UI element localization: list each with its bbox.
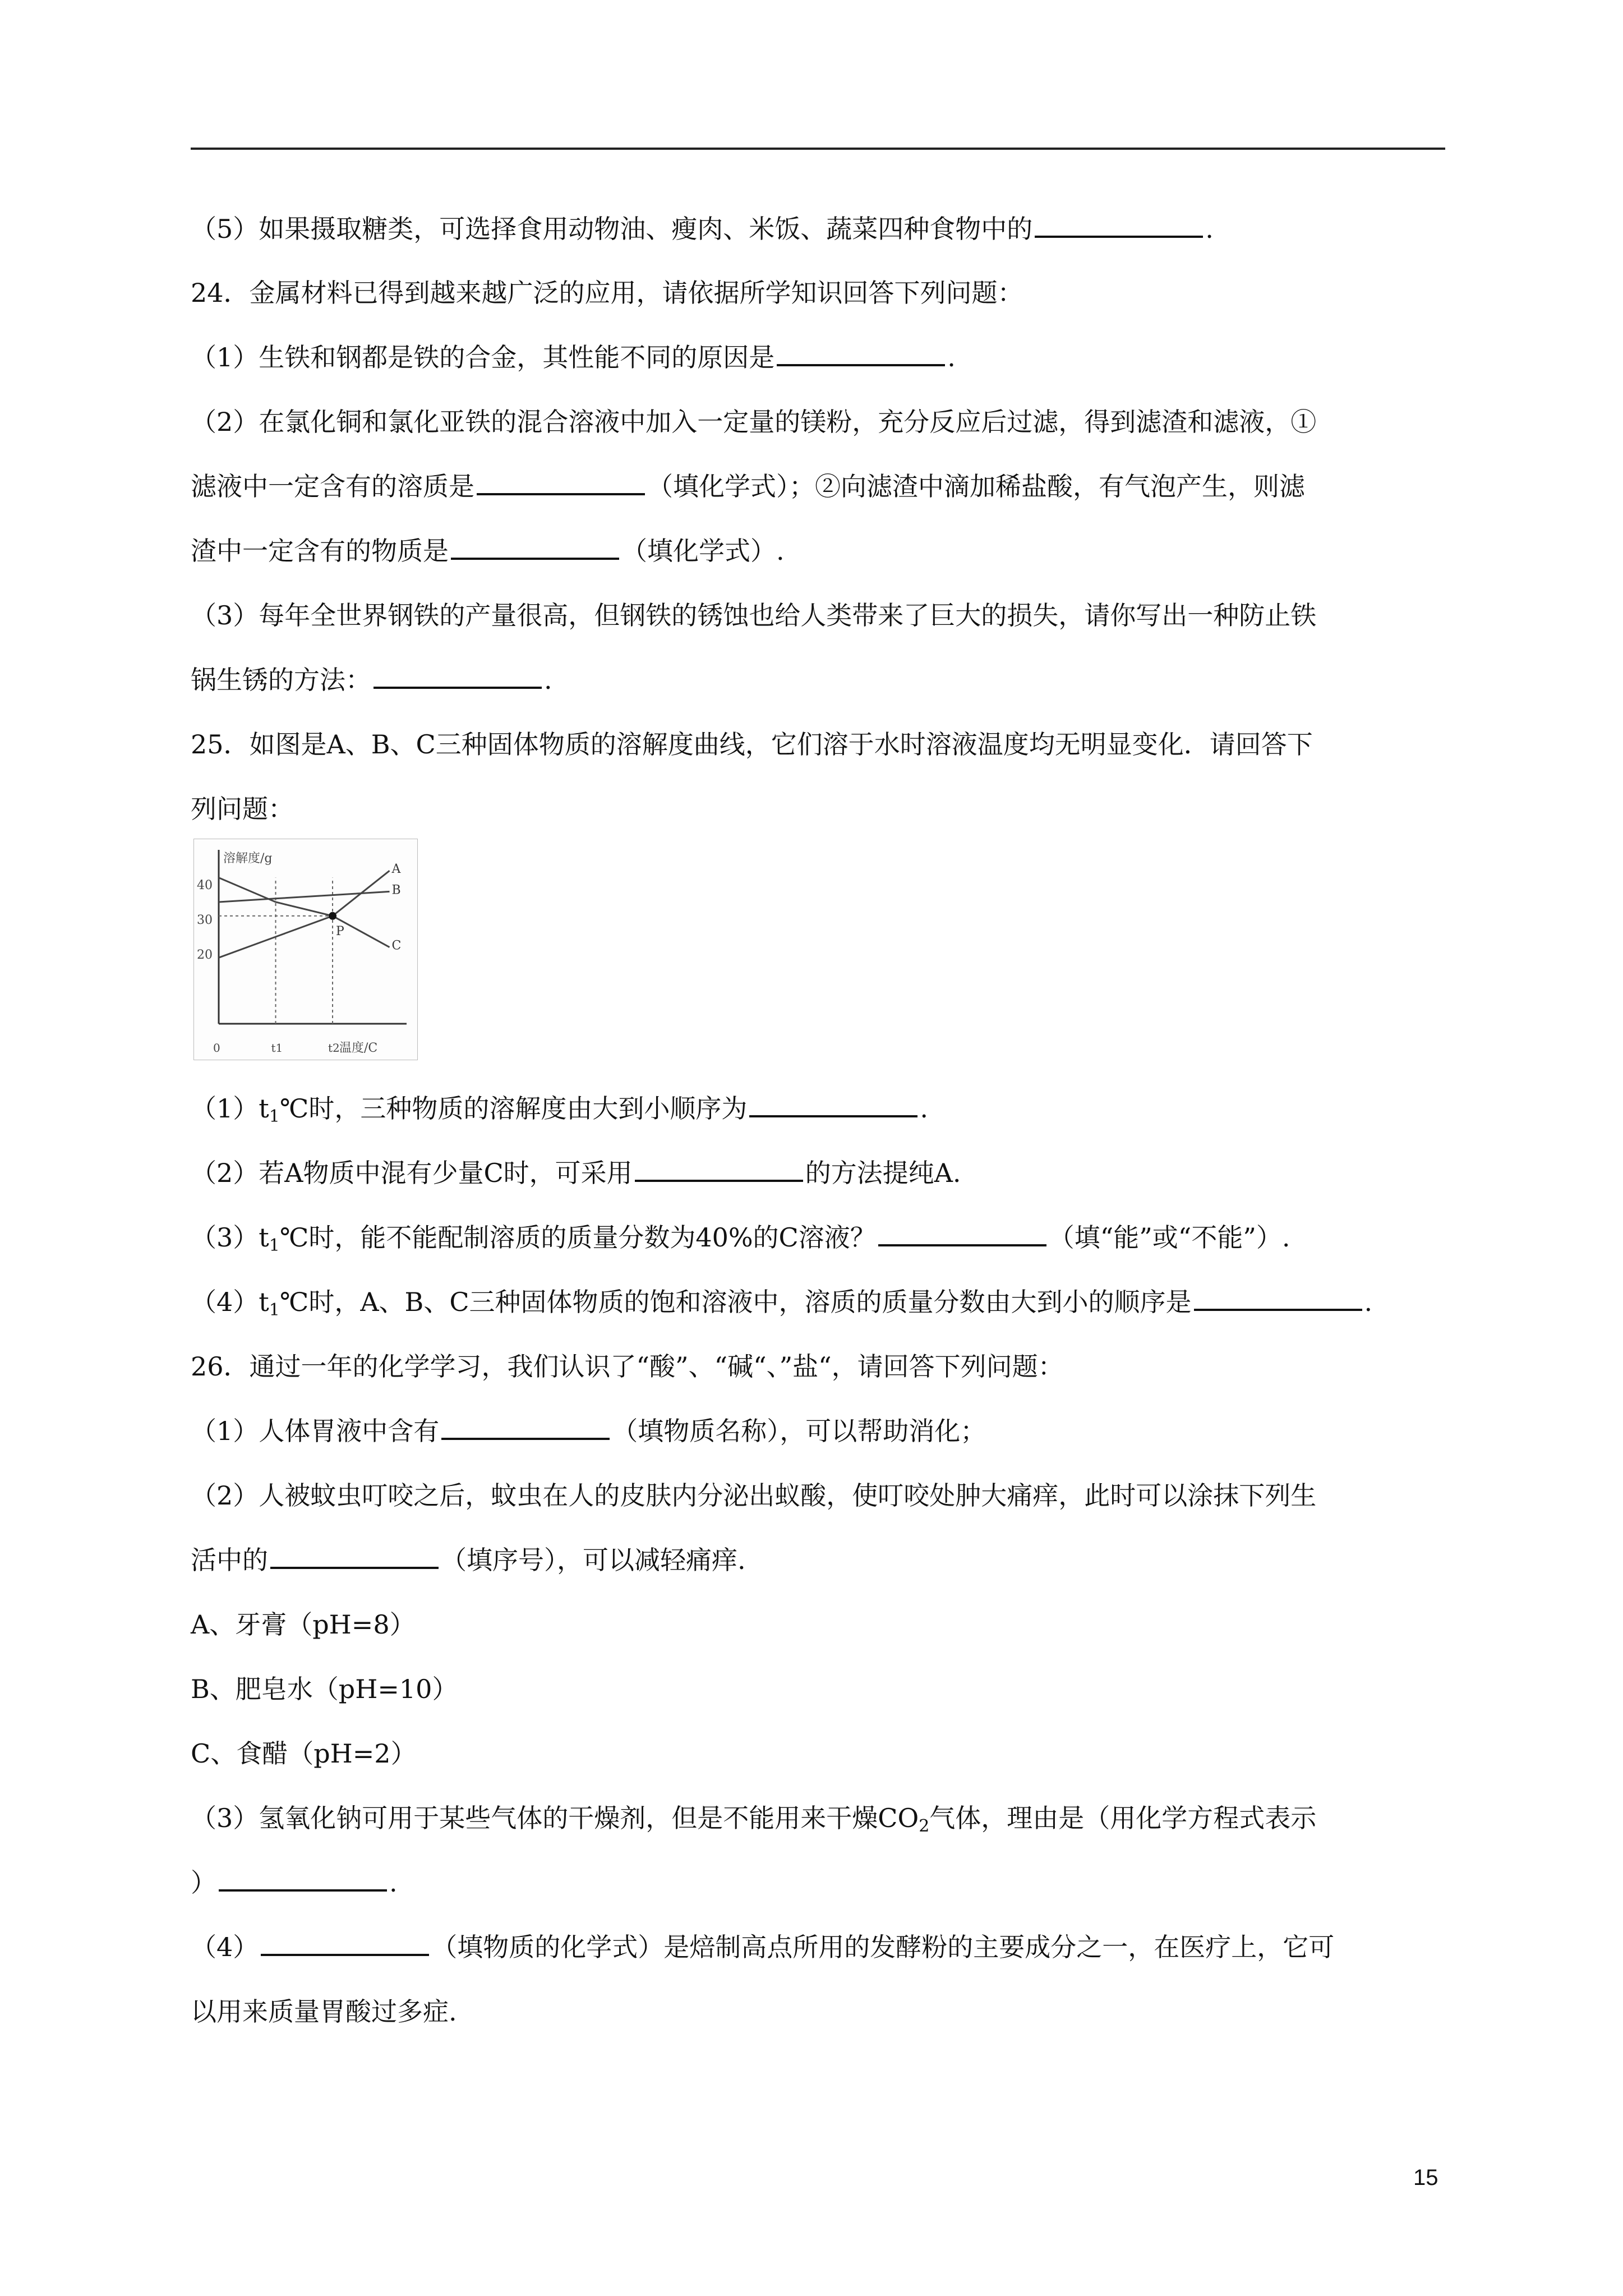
question-24: 24．金属材料已得到越来越广泛的应用，请依据所学知识回答下列问题： — [191, 278, 1023, 308]
solubility-chart — [193, 839, 418, 1060]
intersection-point — [329, 912, 336, 920]
text-line: ） . — [191, 1867, 398, 1898]
text-line: 锅生锈的方法： . — [191, 665, 552, 695]
text-line: 活中的 （填序号），可以减轻痛痒. — [191, 1545, 746, 1575]
answer-blank[interactable] — [777, 342, 945, 366]
answer-blank[interactable] — [261, 1931, 429, 1956]
option-a: A、牙膏（pH=8） — [191, 1609, 416, 1640]
text-line: （2）若A物质中混有少量C时，可采用 的方法提纯A. — [191, 1158, 961, 1188]
answer-blank[interactable] — [219, 1867, 387, 1892]
text-line: 列问题： — [191, 794, 294, 824]
y-tick-label: 40 — [197, 878, 213, 892]
question-25: 25．如图是A、B、C三种固体物质的溶解度曲线，它们溶于水时溶液温度均无明显变化．请回答下 — [191, 729, 1313, 760]
answer-blank[interactable] — [477, 471, 645, 495]
point-label: P — [336, 924, 344, 938]
option-c: C、食醋（pH=2） — [191, 1738, 417, 1769]
answer-blank[interactable] — [270, 1544, 439, 1569]
answer-blank[interactable] — [441, 1415, 610, 1440]
solubility-chart-svg — [193, 839, 418, 1060]
y-tick-label: 30 — [197, 913, 213, 927]
text-line: $(1)t_1℃$时，三种物质的溶解度由大到小顺序为 . — [191, 1093, 928, 1126]
text-line: $(3)t_1℃$时，能不能配制溶质的质量分数为40%的C溶液？ （填“能”或“不能”）. — [191, 1222, 1290, 1255]
text-line: （1）生铁和钢都是铁的合金，其性能不同的原因是 . — [191, 342, 956, 372]
page-number: 15 — [1413, 2165, 1438, 2190]
y-tick-label: 20 — [197, 948, 213, 962]
series-label-a: A — [391, 862, 401, 877]
x-tick-label: t2 — [328, 1041, 340, 1055]
answer-blank[interactable] — [374, 664, 542, 689]
answer-blank[interactable] — [749, 1093, 917, 1117]
x-axis-label: 温度/C — [339, 1041, 378, 1055]
answer-blank[interactable] — [1194, 1286, 1362, 1311]
text-line: （3）每年全世界钢铁的产量很高，但钢铁的锈蚀也给人类带来了巨大的损失，请你写出一种防止铁 — [191, 600, 1317, 631]
series-label-c: C — [391, 938, 402, 953]
answer-blank[interactable] — [1035, 213, 1203, 238]
text-line: （4） （填物质的化学式）是焙制高点所用的发酵粉的主要成分之一，在医疗上，它可 — [191, 1932, 1335, 1962]
answer-blank[interactable] — [878, 1222, 1046, 1246]
x-tick-label: 0 — [213, 1041, 220, 1055]
text-line: （2）在氯化铜和氯化亚铁的混合溶液中加入一定量的镁粉，充分反应后过滤，得到滤渣和滤液，① — [191, 407, 1317, 437]
y-axis-label: 溶解度/g — [223, 852, 273, 866]
text-line: （5）如果摄取糖类，可选择食用动物油、瘦肉、米饭、蔬菜四种食物中的 . — [191, 214, 1214, 244]
header-rule — [191, 148, 1445, 150]
answer-blank[interactable] — [635, 1157, 803, 1182]
option-b: B、肥皂水（pH=10） — [191, 1674, 458, 1704]
text-line: $(4)t_1℃$时，A、B、C三种固体物质的饱和溶液中，溶质的质量分数由大到小的顺序是 . — [191, 1287, 1373, 1320]
text-line: 滤液中一定含有的溶质是 （填化学式）；②向滤渣中滴加稀盐酸，有气泡产生，则滤 — [191, 471, 1305, 501]
text-line: 以用来质量胃酸过多症. — [191, 1996, 457, 2027]
series-label-b: B — [391, 883, 401, 898]
question-26: 26．通过一年的化学学习，我们认识了“酸”、“碱“、”盐“，请回答下列问题： — [191, 1351, 1064, 1382]
answer-blank[interactable] — [451, 535, 619, 560]
text-line: （2）人被蚊虫叮咬之后，蚊虫在人的皮肤内分泌出蚁酸，使叮咬处肿大痛痒，此时可以涂抹下列生 — [191, 1480, 1317, 1511]
text-line: （3）氢氧化钠可用于某些气体的干燥剂，但是不能用来干燥$CO_2$气体，理由是（用化学方程式表示 — [191, 1803, 1317, 1836]
x-tick-label: t1 — [271, 1041, 283, 1055]
text-line: （1）人体胃液中含有 （填物质名称），可以帮助消化； — [191, 1416, 986, 1446]
text-line: 渣中一定含有的物质是 （填化学式）. — [191, 536, 785, 566]
